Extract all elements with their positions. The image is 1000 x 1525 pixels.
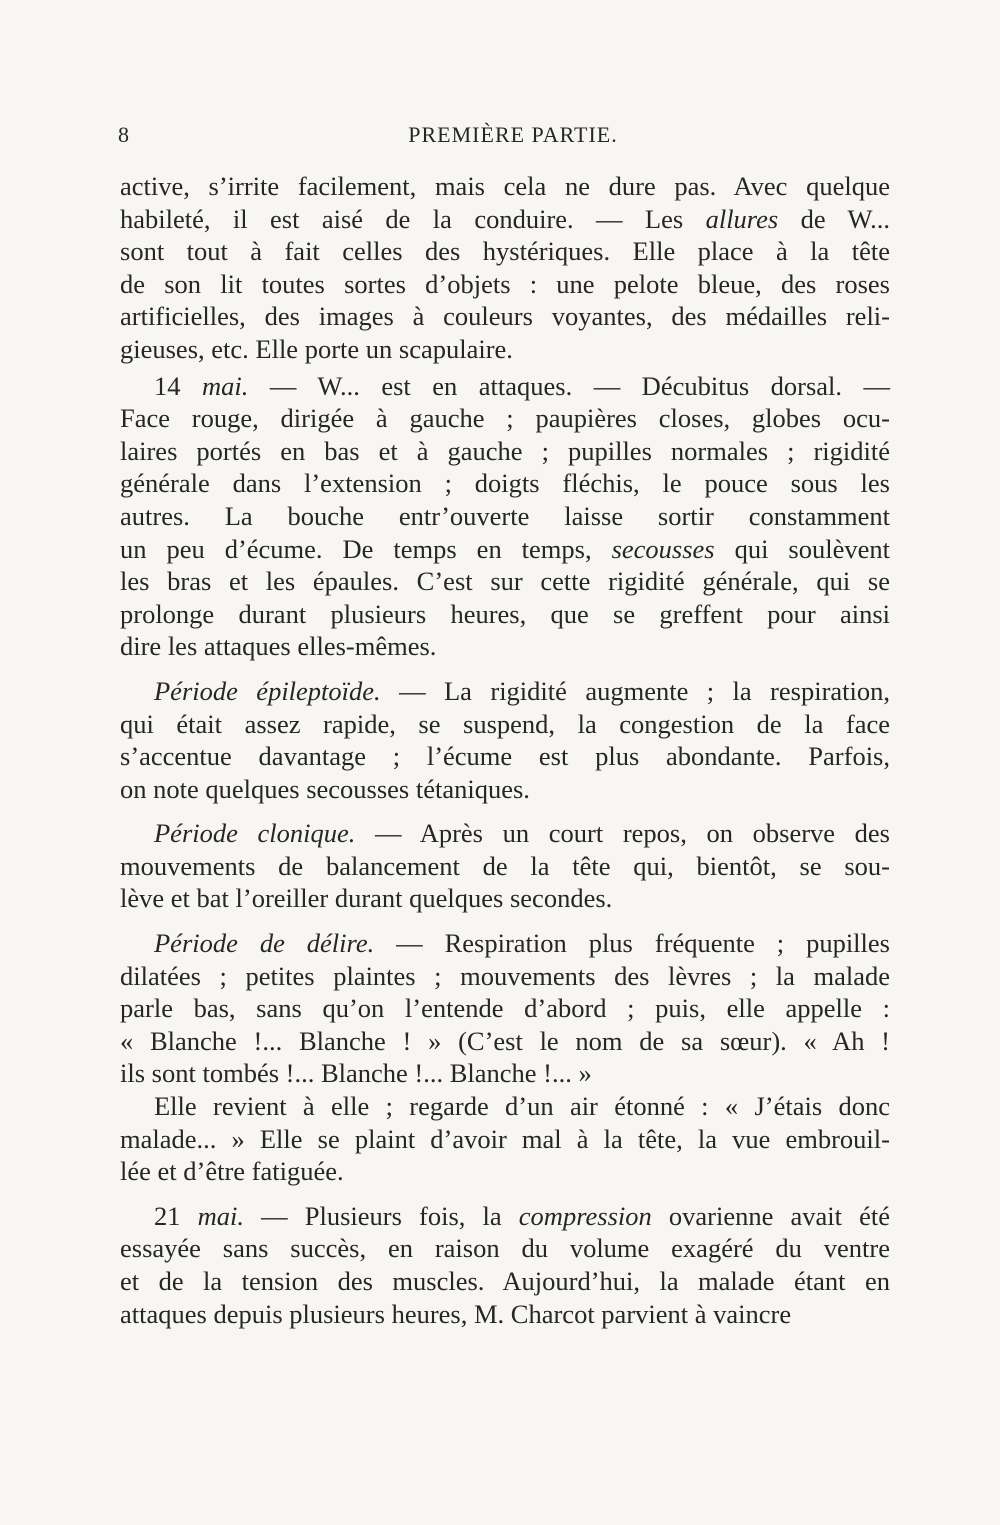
text-line: artificielles, des images à couleurs voyantes, des médailles reli- xyxy=(120,301,890,332)
text-line: « Blanche !... Blanche ! » (C’est le nom de sa sœur). « Ah ! xyxy=(120,1025,890,1056)
text-line: dilatées ; petites plaintes ; mouvements des lèvres ; la malade xyxy=(120,960,890,991)
text-line: Période de délire. — Respiration plus fréquente ; pupilles xyxy=(154,928,890,959)
text-line: de son lit toutes sortes d’objets : une pelote bleue, des roses xyxy=(120,268,890,299)
page-header xyxy=(118,122,888,158)
page-number: 8 xyxy=(118,122,129,147)
text-line: gieuses, etc. Elle porte un scapulaire. xyxy=(120,333,513,364)
paragraph-periode-epileptoide xyxy=(120,675,890,805)
text-line: autres. La bouche entr’ouverte laisse sortir constamment xyxy=(120,500,890,531)
paragraph-periode-clonique xyxy=(120,817,890,915)
text-line: on note quelques secousses tétaniques. xyxy=(120,773,530,804)
text-line: Elle revient à elle ; regarde d’un air étonné : « J’étais donc xyxy=(154,1091,890,1122)
text-line: et de la tension des muscles. Aujourd’hui, la malade étant en xyxy=(120,1266,890,1296)
paragraph-1 xyxy=(120,170,890,366)
text-line: générale dans l’extension ; doigts fléchis, le pouce sous les xyxy=(120,468,890,499)
text-line: 14 mai. — W... est en attaques. — Décubitus dorsal. — xyxy=(154,370,891,401)
text-line: parle bas, sans qu’on l’entende d’abord ; puis, elle appelle : xyxy=(120,993,890,1024)
paragraph-14-mai xyxy=(120,370,890,663)
text-line: active, s’irrite facilement, mais cela ne dure pas. Avec quelque xyxy=(120,171,890,201)
paragraph-elle-revient xyxy=(120,1090,890,1188)
text-line: sont tout à fait celles des hystériques. Elle place à la tête xyxy=(120,236,890,267)
text-line: les bras et les épaules. C’est sur cette rigidité générale, qui se xyxy=(120,566,890,597)
text-line: qui était assez rapide, se suspend, la congestion de la face xyxy=(120,708,890,739)
text-line: laires portés en bas et à gauche ; pupilles normales ; rigidité xyxy=(120,435,890,466)
text-line: essayée sans succès, en raison du volume exagéré du ventre xyxy=(120,1233,890,1264)
text-line: attaques depuis plusieurs heures, M. Charcot parvient à vaincre xyxy=(120,1298,792,1329)
paragraph-periode-de-delire xyxy=(120,927,890,1090)
text-line: Période épileptoïde. — La rigidité augmente ; la respiration, xyxy=(154,675,891,706)
text-line: ils sont tombés !... Blanche !... Blanche !... » xyxy=(120,1058,592,1089)
text-line: prolonge durant plusieurs heures, que se greffent pour ainsi xyxy=(120,598,890,629)
text-line: habileté, il est aisé de la conduire. — Les allures de W... xyxy=(120,203,890,234)
text-line: s’accentue davantage ; l’écume est plus abondante. Parfois, xyxy=(120,741,890,772)
text-line: malade... » Elle se plaint d’avoir mal à la tête, la vue embrouil- xyxy=(120,1123,890,1154)
text-line: mouvements de balancement de la tête qui, bientôt, se sou- xyxy=(120,850,890,881)
paragraph-21-mai xyxy=(120,1200,890,1330)
text-line: Période clonique. — Après un court repos, on observe des xyxy=(154,818,890,849)
body-text xyxy=(120,170,890,1330)
text-line: 21 mai. — Plusieurs fois, la compression ovarienne avait été xyxy=(154,1200,891,1231)
text-line: dire les attaques elles-mêmes. xyxy=(120,631,437,662)
text-line: un peu d’écume. De temps en temps, secousses qui soulèvent xyxy=(120,533,890,564)
text-line: lée et d’être fatiguée. xyxy=(120,1156,344,1187)
running-title: PREMIÈRE PARTIE. xyxy=(408,122,618,147)
text-line: Face rouge, dirigée à gauche ; paupières closes, globes ocu- xyxy=(120,403,890,434)
text-line: lève et bat l’oreiller durant quelques secondes. xyxy=(120,883,613,914)
